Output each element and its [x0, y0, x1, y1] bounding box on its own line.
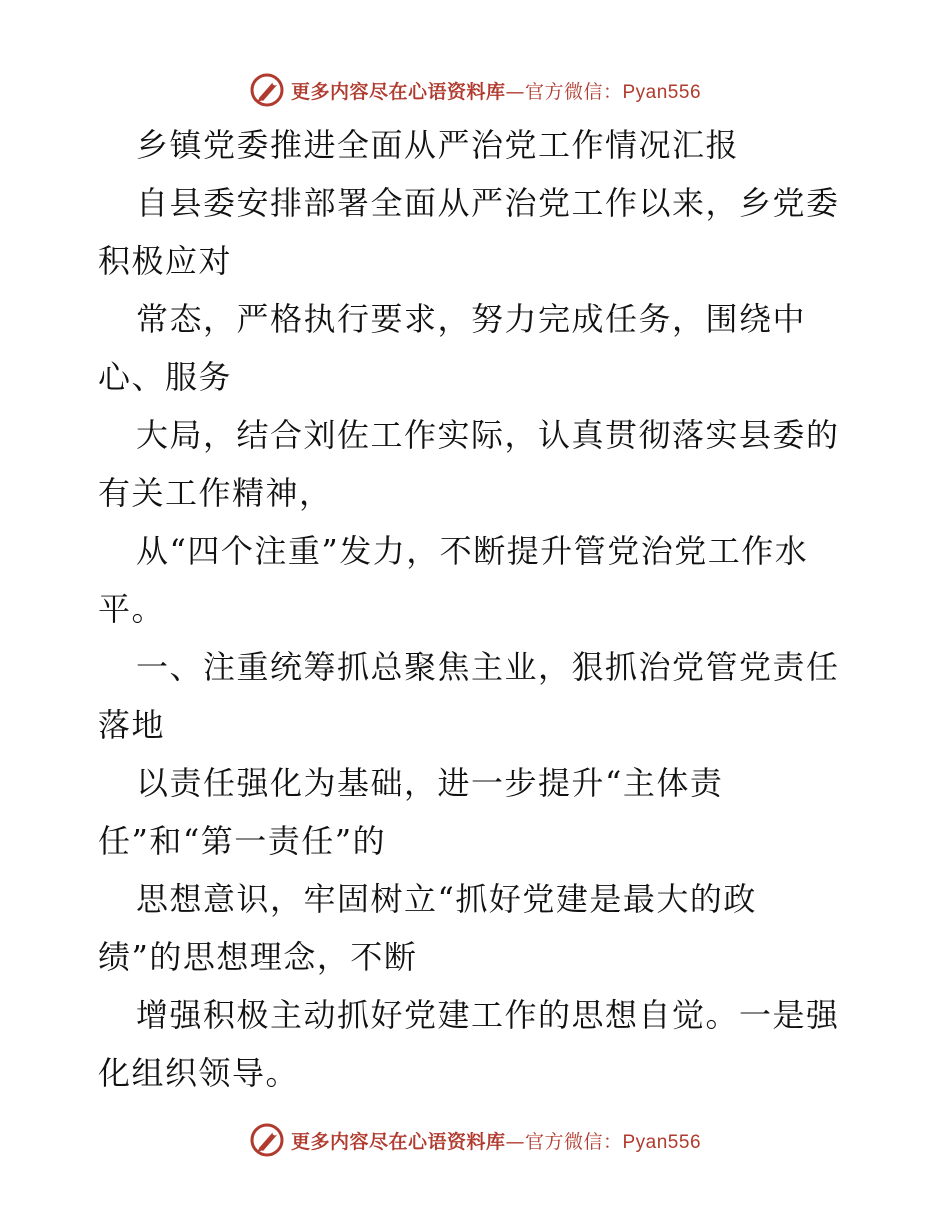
document-title: 乡镇党委推进全面从严治党工作情况汇报	[136, 126, 740, 164]
section-heading-cont: 落地	[98, 706, 166, 744]
section-heading: 一、注重统筹抓总聚焦主业，狠抓治党管党责任	[136, 648, 840, 686]
paragraph-line: 平。	[98, 590, 166, 628]
watermark-dash: —	[505, 80, 525, 103]
paragraph-line: 心、服务	[98, 358, 233, 396]
watermark-brand: 更多内容尽在心语资料库	[290, 1130, 506, 1153]
paragraph-line: 从“四个注重”发力，不断提升管党治党工作水	[136, 532, 809, 570]
paragraph-line: 常态，严格执行要求，努力完成任务，围绕中	[136, 300, 807, 338]
paragraph-line: 思想意识，牢固树立“抓好党建是最大的政	[136, 880, 757, 918]
watermark-text	[291, 1127, 701, 1154]
paragraph-line: 以责任强化为基础，进一步提升“主体责	[136, 764, 724, 802]
document-body	[98, 116, 858, 1102]
watermark-dash: —	[505, 1130, 525, 1153]
pen-logo-icon	[249, 72, 285, 108]
paragraph-line: 绩”的思想理念，不断	[98, 938, 418, 976]
paragraph-line: 积极应对	[98, 242, 233, 280]
watermark-text	[291, 77, 701, 104]
pen-logo-icon	[249, 1122, 285, 1158]
watermark-wechat-label: 官方微信：	[524, 80, 623, 103]
watermark-account: Pyan556	[622, 81, 702, 103]
paragraph-line: 有关工作精神，	[98, 474, 333, 512]
header-watermark	[0, 70, 950, 110]
paragraph-line: 自县委安排部署全面从严治党工作以来，乡党委	[136, 184, 840, 222]
watermark-account: Pyan556	[622, 1131, 702, 1153]
watermark-brand: 更多内容尽在心语资料库	[290, 80, 506, 103]
paragraph-line: 增强积极主动抓好党建工作的思想自觉。一是强	[136, 996, 840, 1034]
footer-watermark	[0, 1120, 950, 1160]
watermark-wechat-label: 官方微信：	[524, 1130, 623, 1153]
paragraph-line: 化组织领导。	[98, 1054, 300, 1092]
paragraph-line: 任”和“第一责任”的	[98, 822, 387, 860]
paragraph-line: 大局，结合刘佐工作实际，认真贯彻落实县委的	[136, 416, 840, 454]
